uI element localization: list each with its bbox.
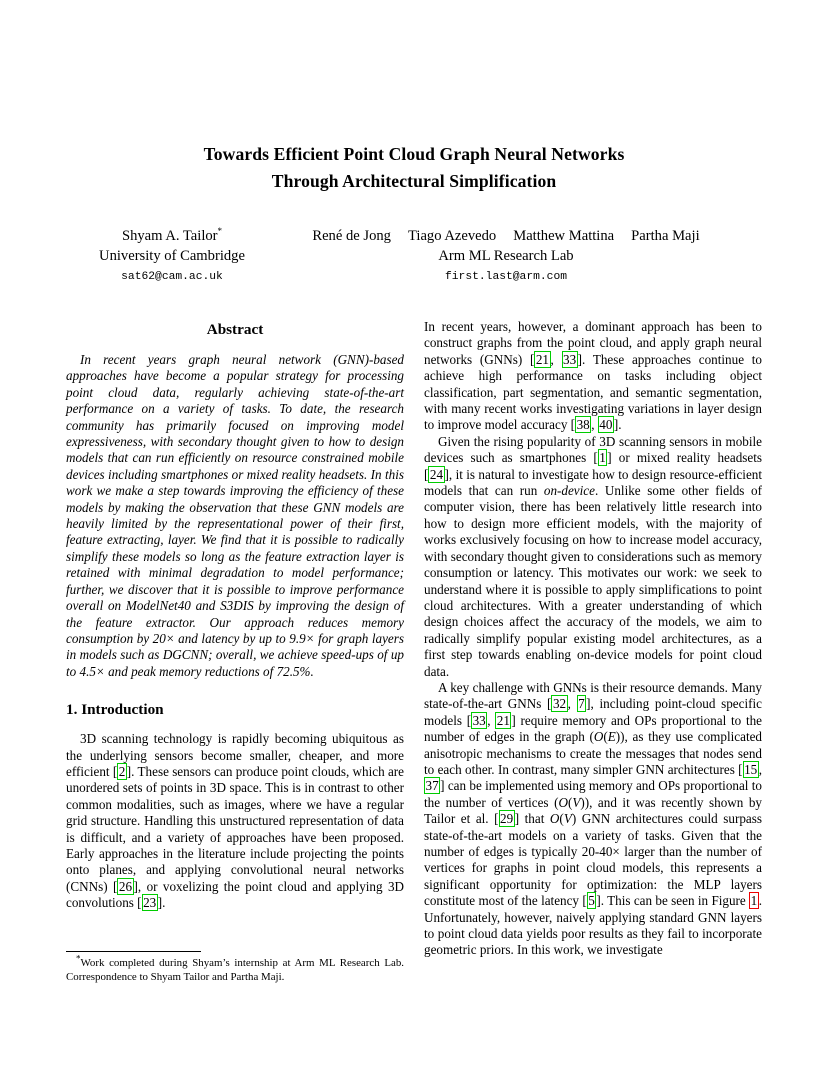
right-column-body xyxy=(424,319,762,959)
citation-link[interactable]: 33 xyxy=(563,351,577,367)
author-group-arm xyxy=(278,226,762,286)
italic-text: V xyxy=(563,811,572,827)
abstract-body xyxy=(66,352,404,680)
paper-title-line1: Towards Efficient Point Cloud Graph Neural Networks xyxy=(203,144,625,164)
left-column xyxy=(66,319,404,991)
footnote-text-content: Work completed during Shyam’s internship at Arm ML Research Lab. Correspondence to Shyam Tailor and Partha Maji. xyxy=(66,957,404,984)
abstract-heading: Abstract xyxy=(206,321,264,338)
two-column-body xyxy=(66,319,762,991)
citation-link[interactable]: 7 xyxy=(578,696,585,712)
paper-title-line2: Through Architectural Simplification xyxy=(271,171,557,191)
citation-link[interactable]: 29 xyxy=(500,811,514,827)
footnote-rule xyxy=(66,951,201,952)
citation-link[interactable]: 26 xyxy=(118,878,133,894)
author-name xyxy=(66,226,278,246)
paragraph: In recent years, however, a dominant approach has been to construct graphs from the point cloud, and apply graph neural networks (GNNs) [ 21 , 33 ]. These approaches continue to achieve high performance on tasks including object classification, part segmentation, and semantic segmentation, with many recent works investigating variations in layer design to improve model accuracy [ 38 , 40 ]. xyxy=(424,319,762,433)
figure-ref-link[interactable]: 1 xyxy=(750,893,758,909)
introduction-body xyxy=(66,731,404,911)
author-names: René de Jong Tiago Azevedo Matthew Mattina Partha Maji xyxy=(312,228,700,244)
citation-link[interactable]: 24 xyxy=(429,466,444,482)
citation-link[interactable]: 38 xyxy=(576,417,590,433)
citation-link[interactable]: 2 xyxy=(118,763,126,779)
author-footnote-mark: * xyxy=(217,226,223,237)
footnote-text xyxy=(66,953,404,985)
paragraph: In recent years graph neural network (GNN)-based approaches have become a popular strategy for processing point cloud data, regularly achieving state-of-the-art performance on a variety of tasks. To date, the research community has primarily focused on improving model expressiveness, with secondary thought given to how to design models that can run efficiently on resource constrained mobile devices including smartphones or mixed reality headsets. In this work we make a step towards improving the efficiency of these models by making the observation that these GNN models are heavily limited by the representational power of their first, feature extracting, layer. We find that it is possible to radically simplify these models so long as the feature extraction layer is retained with minimal degradation to model performance; further, we discover that it is possible to improve performance overall on ModelNet40 and S3DIS by improving the design of the feature extractor. Our approach reduces memory consumption by 20× and latency by up to 9.9× for graph layers in models such as DGCNN; overall, we achieve speed-ups of up to 4.5× and peak memory reductions of 72.5%. xyxy=(66,352,404,679)
italic-text: on-device xyxy=(543,483,595,499)
citation-link[interactable]: 37 xyxy=(425,778,439,794)
italic-text: O xyxy=(549,811,560,827)
footnote-mark: * xyxy=(76,953,81,964)
author-group-cambridge xyxy=(66,226,278,286)
author-affiliation: University of Cambridge xyxy=(99,248,245,264)
citation-link[interactable]: 21 xyxy=(535,351,549,367)
author-name-text: Shyam A. Tailor xyxy=(121,228,218,244)
citation-link[interactable]: 5 xyxy=(588,893,595,909)
citation-link[interactable]: 40 xyxy=(599,417,613,433)
footnote-block xyxy=(66,951,404,991)
italic-text: O xyxy=(558,794,568,810)
author-affiliation: Arm ML Research Lab xyxy=(438,248,574,264)
paper-title xyxy=(66,141,762,195)
citation-link[interactable]: 1 xyxy=(599,450,606,466)
citation-link[interactable]: 23 xyxy=(143,895,157,911)
author-block xyxy=(66,226,762,286)
citation-link[interactable]: 33 xyxy=(472,712,486,728)
paragraph: 3D scanning technology is rapidly becoming ubiquitous as the underlying sensors become smaller, cheaper, and more efficient [ 2 ]. These sensors can produce point clouds, which are unordered sets of points in 3D space. This is in contrast to other common modalities, such as images, where we have a regular grid structure. Handling this unstructured representation of data is difficult, and a variety of approaches have been proposed. Early approaches in the literature include projecting the points onto planes, and applying convolutional neural networks (CNNs) [ 26 ], or voxelizing the point cloud and applying 3D convolutions [ 23 ]. xyxy=(66,731,405,911)
italic-text: E xyxy=(607,729,616,745)
italic-text: V xyxy=(572,794,581,810)
citation-link[interactable]: 21 xyxy=(496,712,510,728)
citation-link[interactable]: 32 xyxy=(552,696,567,712)
section-heading-introduction: 1. Introduction xyxy=(66,701,164,719)
author-email: sat62@cam.ac.uk xyxy=(121,271,223,283)
citation-link[interactable]: 15 xyxy=(744,761,758,777)
author-email: first.last@arm.com xyxy=(444,271,568,283)
italic-text: O xyxy=(593,729,604,745)
paragraph: A key challenge with GNNs is their resource demands. Many state-of-the-art GNNs [ 32 , 7 ], including point-cloud specific models [ 33 , 21 ] require memory and OPs proportional to the number of edges in the graph (O(E)), as they use complicated anisotropic mechanisms to create the messages that nodes send to each other. In contrast, many simpler GNN architectures [ 15 , 37 ] can be implemented using memory and OPs proportional to the number of vertices (O(V)), and it was recently shown by Tailor et al. [ 29 ] that O(V) GNN architectures could surpass state-of-the-art models on a variety of tasks. Given that the number of edges is typically 20-40× larger than the number of vertices for graphs in point cloud models, this represents a significant opportunity for optimization: the MLP layers constitute most of the latency [ 5 ]. This can be seen in Figure 1 . Unfortunately, however, naively applying standard GNN layers to point cloud data yields poor results as they fail to incorporate geometric priors. In this work, we investigate xyxy=(424,679,762,958)
right-column xyxy=(424,319,762,991)
paragraph: Given the rising popularity of 3D scanning sensors in mobile devices such as smartphones [ 1 ] or mixed reality headsets [ 24 ], it is natural to investigate how to design resource-efficient models that can run on-device. Unlike some other fields of computer vision, there has been relatively little research into how to design more efficient models, with the majority of works exclusively focusing on how to increase model accuracy, with secondary thought given to considerations such as memory consumption or latency. This motivates our work: we seek to understand where it is possible to apply simplifications to point cloud architectures. With a greater understanding of which design choices affect the accuracy of the models, we aim to radically simplify popular existing model architectures, as a first step towards enabling on-device models for point cloud data. xyxy=(424,433,762,679)
